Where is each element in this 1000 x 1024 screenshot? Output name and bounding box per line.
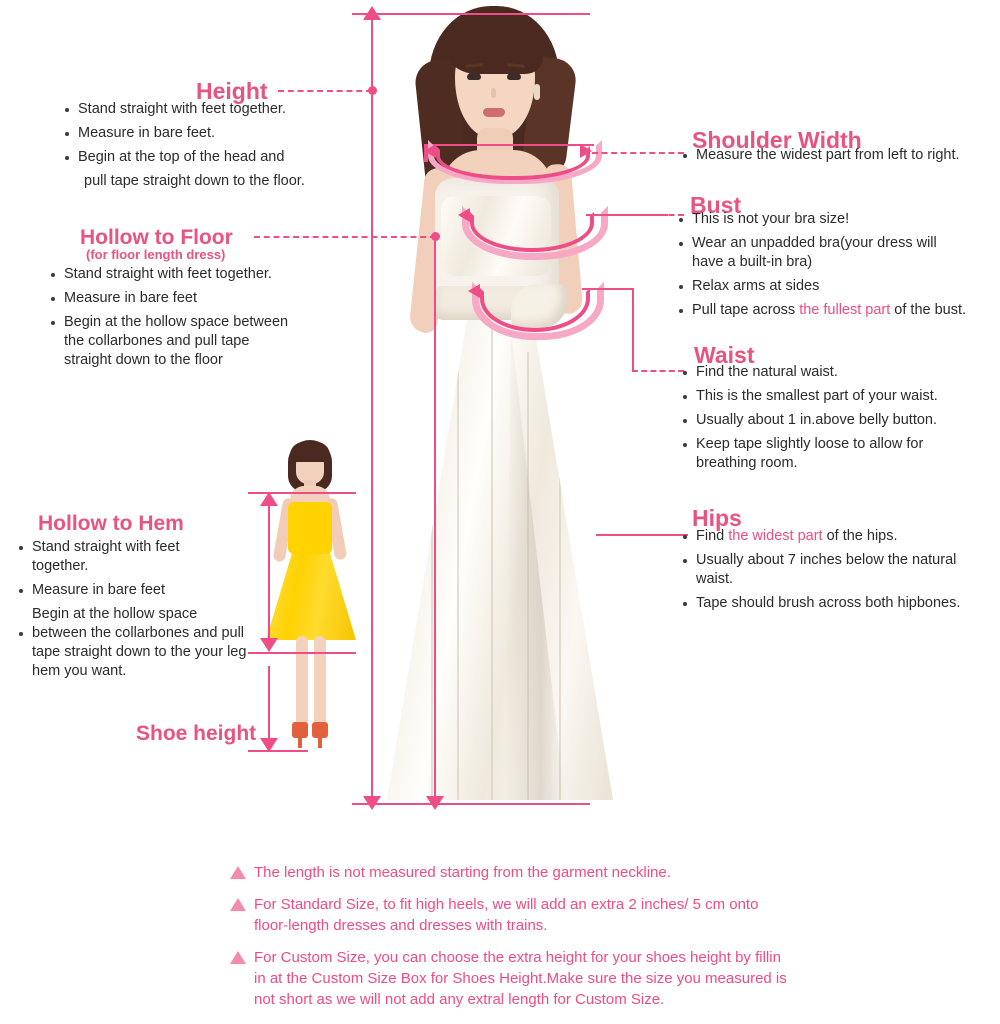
hips-first-suffix: of the hips. [822,528,898,544]
list-item: Stand straight with feet [16,538,252,557]
hollow-to-hem-arrow-bottom [260,638,278,652]
hollow-to-floor-subnote: (for floor length dress) [86,247,226,262]
waist-line-right [582,288,634,290]
height-bottom-tick [352,803,590,805]
waist-heading: Waist [694,342,755,368]
height-label-leader [278,90,372,92]
list-item: between the collarbones and pull [16,624,252,643]
bust-bullets [676,210,996,325]
hollow-to-floor-bullets [48,265,348,375]
list-item: Stand straight with feet together. [62,100,362,119]
list-item: Tape should brush across both hipbones. [680,594,1000,613]
shoulder-arrow-right [580,144,592,158]
waist-label-leader [632,370,684,372]
list-item: hem you want. [32,663,127,679]
shoulder-width-bullets [680,146,1000,170]
small-leg-left [296,636,308,728]
waist-bullets [680,363,1000,478]
hollow-to-hem-arrow-top [260,492,278,506]
list-item: together. [32,558,89,574]
hollow-to-hem-bullets [16,538,252,686]
small-hair-front [290,442,330,462]
list-item: Stand straight with feet together. [48,265,348,284]
shoe-height-arrow-bottom [260,738,278,752]
hips-first-highlight: the widest part [728,528,823,544]
warning-triangle-icon [230,898,246,911]
shoulder-width-heading: Shoulder Width [692,127,862,153]
list-item-hips-widest [680,527,1000,546]
shoe-height-heading: Shoe height [136,722,257,745]
list-item: Measure in bare feet. [62,124,362,143]
hips-heading: Hips [692,505,742,531]
height-top-tick [352,13,590,15]
bust-last-highlight: the fullest part [799,302,891,318]
list-item: Measure in bare feet [16,581,252,600]
bust-last-prefix: Pull tape across [692,302,800,318]
list-item: Begin at the hollow space between [48,313,348,332]
list-item: Find the natural waist. [680,363,1000,382]
height-leader-dot [368,86,377,95]
warning-triangle-icon [230,951,246,964]
list-item: pull tape straight down to the floor. [84,173,305,189]
shoulder-arrow-left [424,144,436,158]
main-model-illustration [355,0,655,810]
hollow-to-floor-arrow-bottom [426,796,444,810]
footer-note-3 [228,947,988,1010]
hollow-to-floor-vertical-line [434,240,436,800]
bust-heading: Bust [690,192,742,218]
hollow-to-hem-vertical-line [268,496,270,646]
list-item: straight down to the floor [64,352,223,368]
list-item: tape straight down to the your leg [32,644,247,660]
hollow-to-hem-bottom-tick [248,652,356,654]
height-vertical-line [371,18,373,800]
list-item: Relax arms at sides [676,277,996,296]
list-item: Usually about 1 in.above belly button. [680,411,1000,430]
short-dress-model-illustration [252,440,372,760]
dress-skirt [387,312,613,800]
warning-triangle-icon [230,866,246,879]
hips-bullets [680,527,1000,618]
list-item: waist. [696,571,734,587]
footer-note-2-line-1: For Standard Size, to fit high heels, we will add an extra 2 inches/ 5 cm onto [254,896,759,913]
small-yellow-bodice [288,502,332,554]
waist-arrow-left [468,284,480,298]
shoulder-label-leader [592,152,684,154]
nose [491,88,496,98]
hollow-to-floor-leader [254,236,436,238]
footer-note-2-line-2: floor-length dresses and dresses with trains. [254,917,548,934]
small-leg-right [314,636,326,728]
hollow-to-floor-dot [431,232,440,241]
small-heel-left [298,734,302,748]
hollow-to-hem-heading: Hollow to Hem [38,512,184,535]
small-yellow-skirt [266,550,356,640]
eye-right [507,73,521,80]
footer-note-3-line-1: For Custom Size, you can choose the extra height for your shoes height by fillin [254,949,781,966]
bust-last-suffix: of the bust. [890,302,967,318]
hips-first-prefix: Find [696,528,729,544]
footer-note-2 [228,894,988,936]
list-item-bust-fullest [676,301,996,320]
list-item: This is not your bra size! [676,210,996,229]
list-item: breathing room. [696,455,798,471]
footer-notes [228,862,988,1021]
footer-note-3-line-3: not short as we will not add any extral length for Custom Size. [254,991,665,1008]
waist-elbow-vertical [632,288,634,372]
list-item: Measure the widest part from left to right. [680,146,1000,165]
list-item: the collarbones and pull tape [64,333,250,349]
shoe-height-bottom-tick [248,750,308,752]
bust-arrow-left [458,208,470,222]
list-item: This is the smallest part of your waist. [680,387,1000,406]
height-bullets [62,100,362,196]
footer-note-3-line-2: in at the Custom Size Box for Shoes Height.Make sure the size you measured is [254,970,787,987]
small-heel-right [318,734,322,748]
hair-front [447,16,543,74]
list-item: Begin at the hollow space [32,606,198,622]
earring [534,84,540,100]
height-heading: Height [196,78,268,104]
eye-left [467,73,481,80]
list-item: Measure in bare feet [48,289,348,308]
mouth [483,108,505,117]
list-item: Keep tape slightly loose to allow for [680,435,1000,454]
list-item: Usually about 7 inches below the natural [680,551,1000,570]
list-item: Begin at the top of the head and [62,148,362,167]
footer-note-1-line-1: The length is not measured starting from the garment neckline. [254,864,671,881]
list-item: have a built-in bra) [692,254,813,270]
footer-note-1 [228,862,988,883]
hollow-to-floor-heading: Hollow to Floor [80,226,233,249]
list-item: Wear an unpadded bra(your dress will [676,234,996,253]
